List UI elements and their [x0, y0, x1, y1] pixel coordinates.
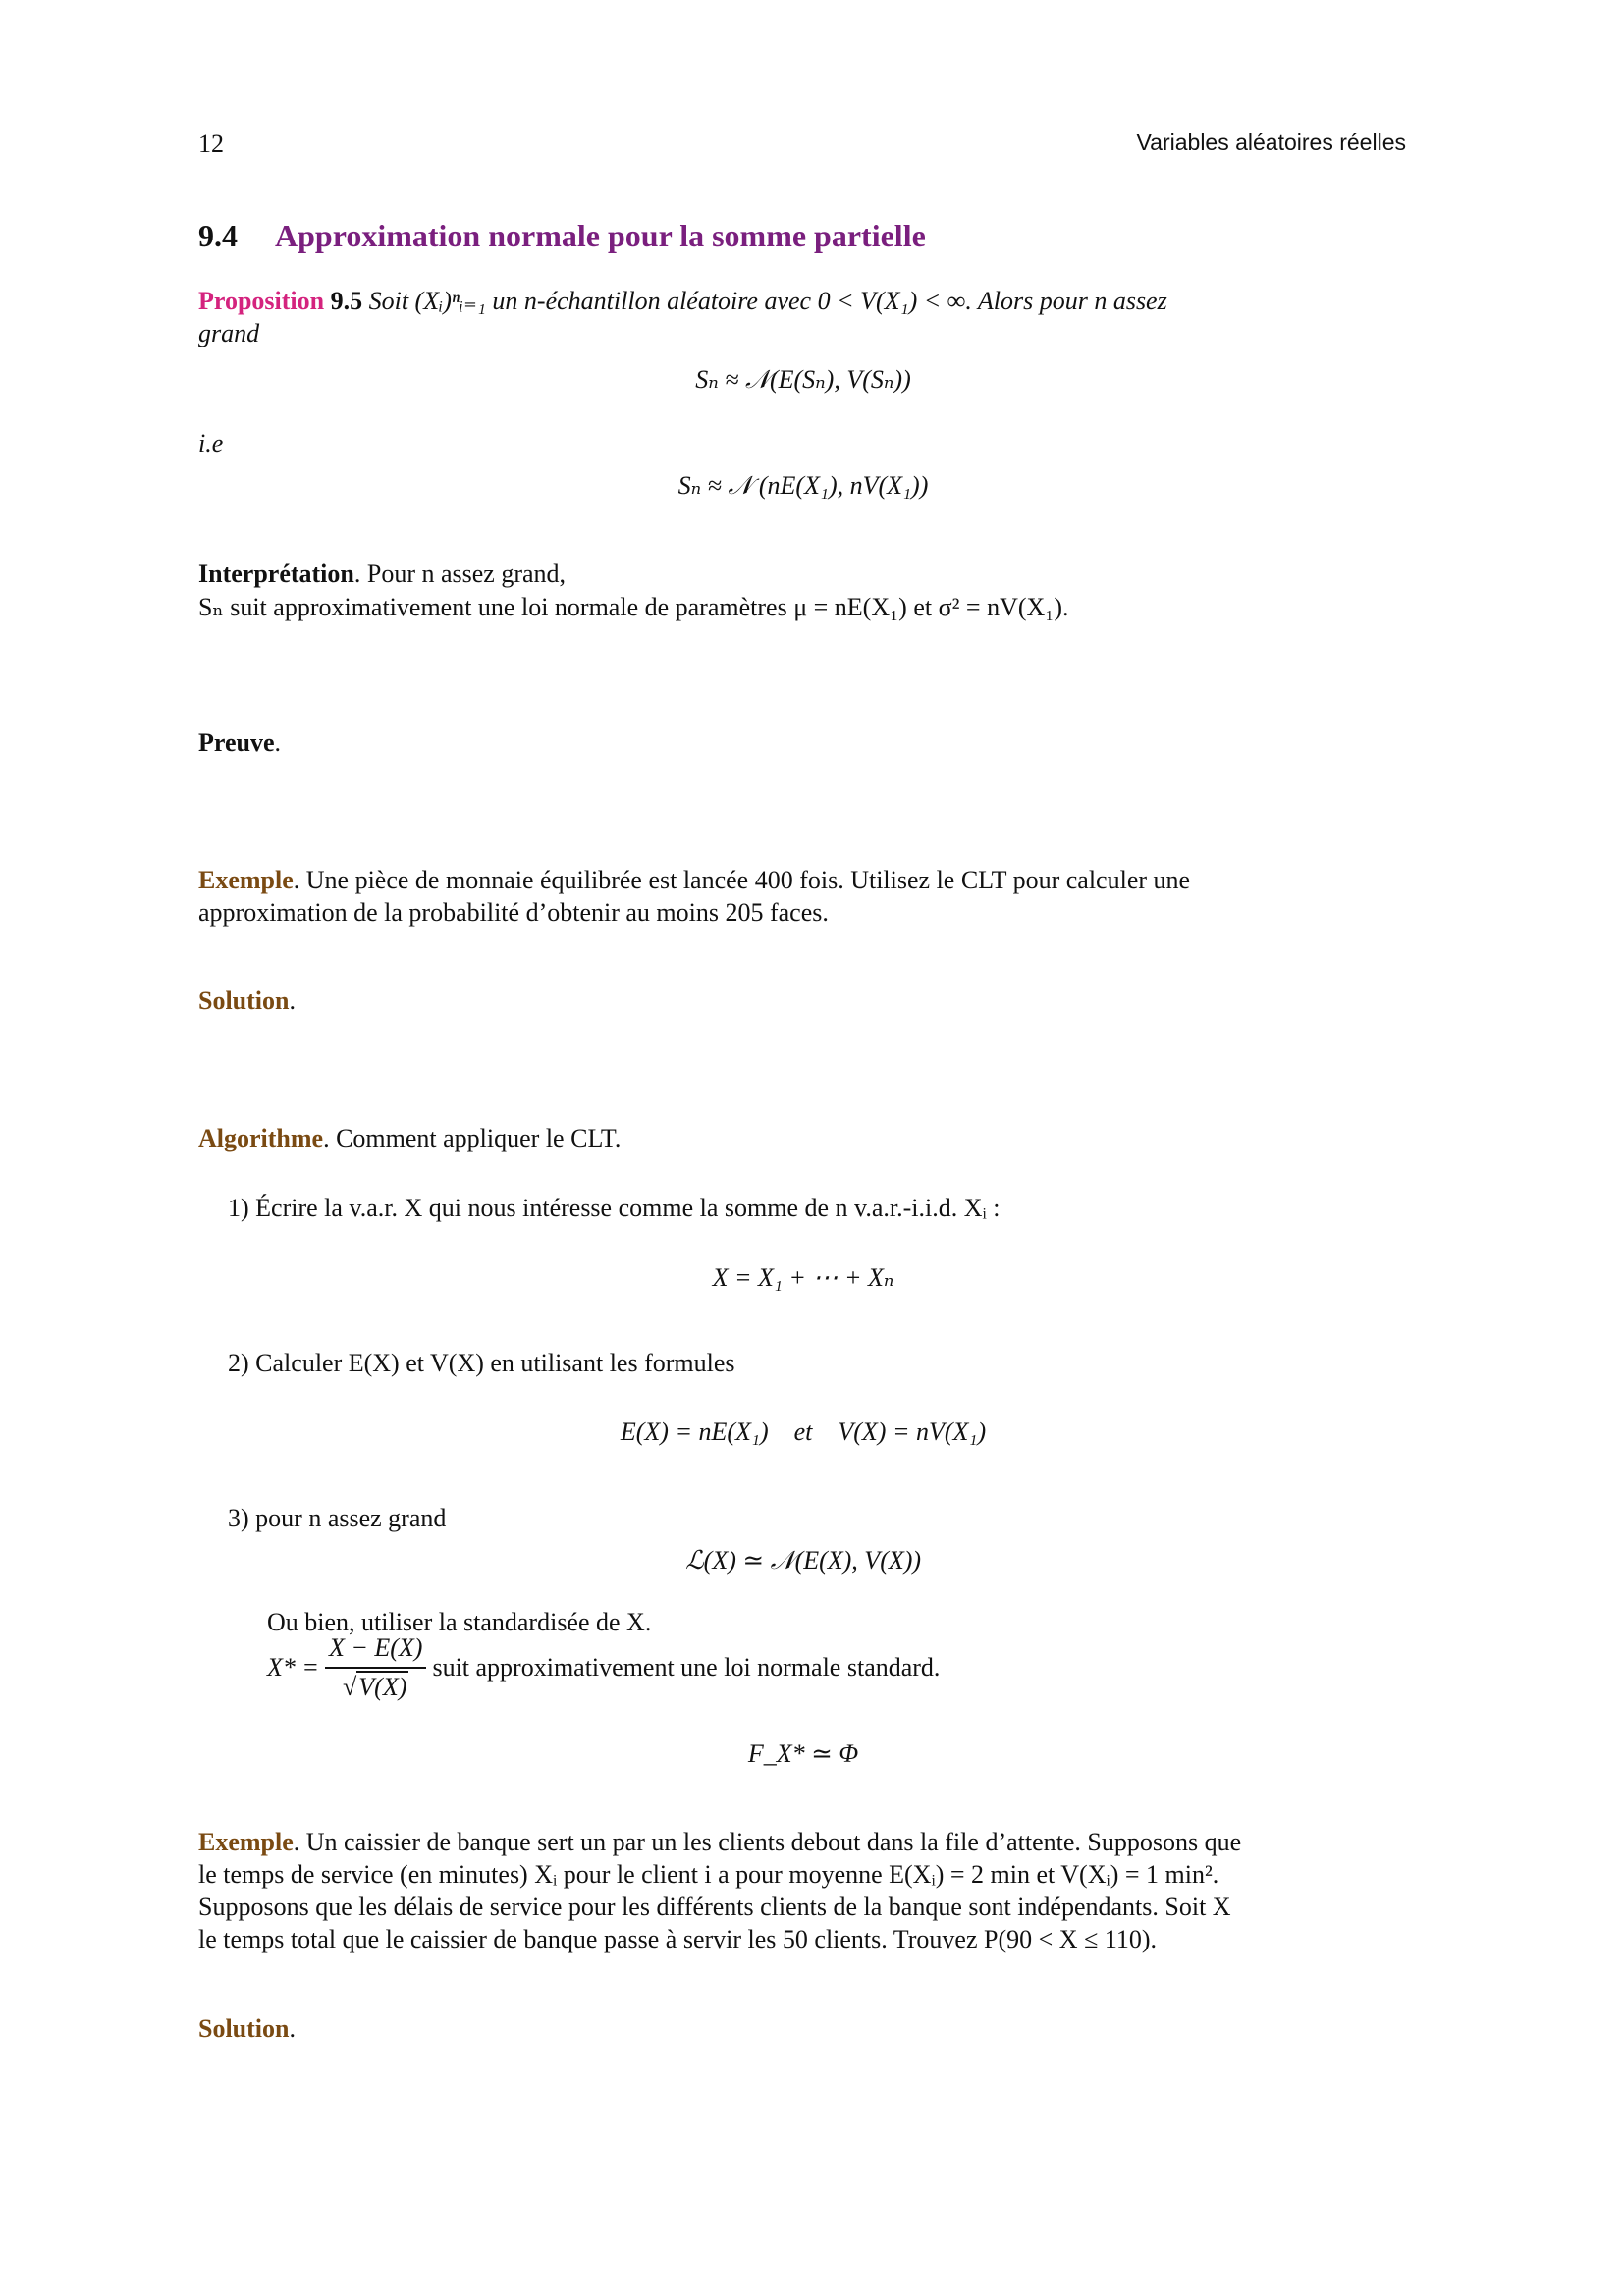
algorithm	[198, 1122, 621, 1155]
proof-label: Preuve	[198, 728, 275, 757]
proposition	[198, 285, 1408, 318]
standardized-formula	[267, 1631, 940, 1704]
section-number: 9.4	[198, 218, 238, 253]
std-rest: suit approximativement une loi normale standard.	[432, 1653, 941, 1682]
step-marker: 2)	[228, 1349, 249, 1377]
std-fraction	[325, 1631, 427, 1704]
std-lhs: X* =	[267, 1653, 319, 1682]
formula-law-normal: ℒ(X) ≃ 𝒩(E(X), V(X))	[684, 1546, 922, 1575]
solution-1-suffix: .	[289, 987, 296, 1015]
std-sqrt-content: V(X)	[358, 1673, 407, 1701]
proposition-statement-cont: grand	[198, 319, 260, 347]
proposition-label: Proposition	[198, 287, 325, 315]
algorithm-step-3	[228, 1502, 446, 1535]
interpretation-line1: . Pour n assez grand,	[353, 560, 567, 588]
example-1-line2: approximation de la probabilité d’obtenir au moins 205 faces.	[198, 898, 829, 927]
algorithm-intro: . Comment appliquer le CLT.	[323, 1124, 622, 1152]
proof	[198, 726, 281, 760]
example-2-line2: le temps de service (en minutes) Xᵢ pour le client i a pour moyenne E(Xᵢ) = 2 min et V(Xᵢ) = 1 min².	[198, 1860, 1219, 1889]
step-text: pour n assez grand	[255, 1504, 447, 1532]
section-heading	[198, 218, 926, 254]
proposition-number: 9.5	[330, 287, 363, 315]
solution-2	[198, 2012, 296, 2046]
solution-1	[198, 985, 296, 1018]
example-2-line1: . Un caissier de banque sert un par un les clients debout dans la file d’attente. Supposons que	[293, 1828, 1242, 1856]
interpretation	[198, 558, 566, 591]
interpretation-line2: Sₙ suit approximativement une loi normale de paramètres μ = nE(X₁) et σ² = nV(X₁).	[198, 593, 1069, 621]
example-1-line1: . Une pièce de monnaie équilibrée est lancée 400 fois. Utilisez le CLT pour calculer une	[293, 866, 1191, 894]
step-text: Calculer E(X) et V(X) en utilisant les formules	[255, 1349, 735, 1377]
running-title: Variables aléatoires réelles	[1136, 130, 1406, 155]
step-text: Écrire la v.a.r. X qui nous intéresse comme la somme de n v.a.r.-i.i.d. Xᵢ :	[255, 1194, 1001, 1222]
formula-sum: X = X₁ + ⋯ + Xₙ	[712, 1263, 894, 1292]
section-title: Approximation normale pour la somme partielle	[275, 218, 926, 253]
step-marker: 3)	[228, 1504, 249, 1532]
proposition-statement: Soit (Xᵢ)ⁿᵢ₌₁ un n-échantillon aléatoire avec 0 < V(X₁) < ∞. Alors pour n assez	[368, 287, 1167, 315]
example-1-label: Exemple	[198, 866, 294, 894]
solution-1-label: Solution	[198, 987, 290, 1015]
example-2-label: Exemple	[198, 1828, 294, 1856]
step-marker: 1)	[228, 1194, 249, 1222]
std-numerator: X − E(X)	[325, 1631, 427, 1669]
page-number: 12	[198, 130, 224, 158]
formula-sn-normal: Sₙ ≈ 𝒩(E(Sₙ), V(Sₙ))	[695, 365, 911, 394]
ie-label: i.e	[198, 429, 224, 457]
example-2	[198, 1826, 1408, 1859]
formula-cdf-phi: F_X* ≃ Φ	[747, 1739, 859, 1768]
std-denominator: √V(X)	[343, 1673, 407, 1701]
formula-expectation-variance: E(X) = nE(X₁) et V(X) = nV(X₁)	[620, 1417, 987, 1446]
algorithm-label: Algorithme	[198, 1124, 324, 1152]
standardized-intro: Ou bien, utiliser la standardisée de X.	[267, 1608, 652, 1636]
algorithm-step-1	[228, 1192, 1000, 1225]
algorithm-step-2	[228, 1347, 735, 1380]
solution-2-suffix: .	[289, 2014, 296, 2043]
proof-suffix: .	[274, 728, 281, 757]
example-2-line3: Supposons que les délais de service pour les différents clients de la banque sont indépendants. Soit X	[198, 1893, 1231, 1921]
solution-2-label: Solution	[198, 2014, 290, 2043]
example-2-line4: le temps total que le caissier de banque passe à servir les 50 clients. Trouvez P(90 < X ≤ 110).	[198, 1925, 1158, 1953]
example-1	[198, 864, 1408, 897]
interpretation-label: Interprétation	[198, 560, 354, 588]
formula-sn-normal-params: Sₙ ≈ 𝒩 (nE(X₁), nV(X₁))	[677, 471, 929, 500]
